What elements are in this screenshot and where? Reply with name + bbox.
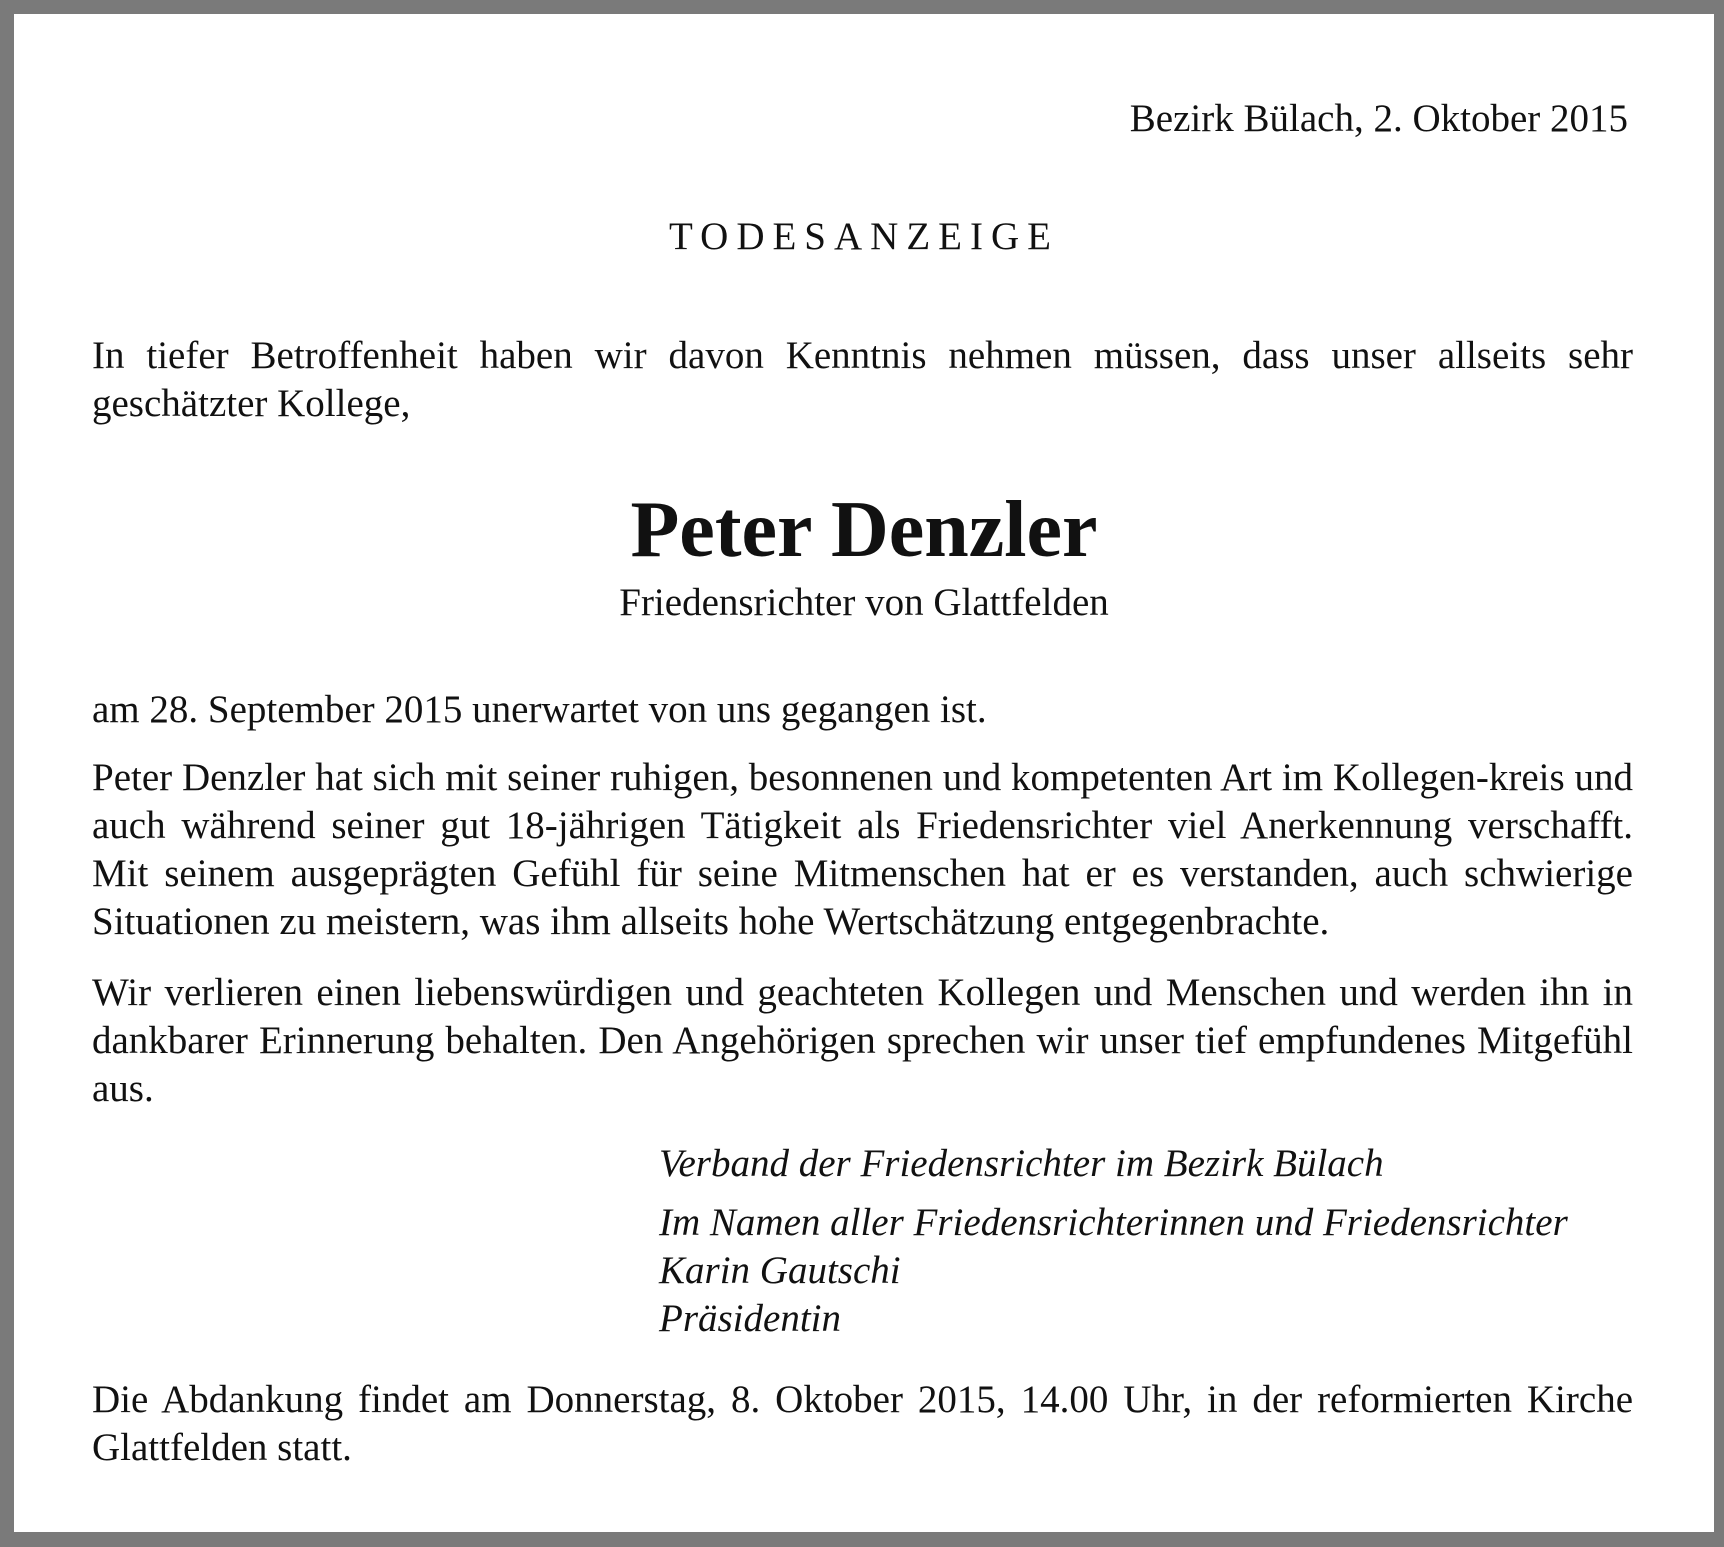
ceremony-paragraph: Die Abdankung findet am Donnerstag, 8. Oktober 2015, 14.00 Uhr, in der reformierten Kirche Glattfelden statt. [92, 1378, 1633, 1469]
signer-role: Präsidentin [659, 1297, 841, 1340]
signature-organization: Verband der Friedensrichter im Bezirk Bülach [659, 1142, 1384, 1185]
signature-on-behalf: Im Namen aller Friedensrichterinnen und Friedensrichter [659, 1201, 1568, 1244]
death-notice-page [14, 14, 1714, 1532]
deceased-office: Friedensrichter von Glattfelden [619, 581, 1109, 624]
passed-text: am 28. September 2015 unerwartet von uns gegangen ist. [92, 688, 987, 731]
signature-block [659, 1199, 1568, 1343]
intro-paragraph: In tiefer Betroffenheit haben wir davon Kenntnis nehmen müssen, dass unser allseits sehr geschätzter Kollege, [92, 334, 1633, 425]
place-date: Bezirk Bülach, 2. Oktober 2015 [1129, 97, 1628, 140]
tribute-paragraph-1: Peter Denzler hat sich mit seiner ruhigen, besonnenen und kompetenten Art im Kollegen-kreis und auch während seiner gut 18-jährigen Tätigkeit als Friedensrichter viel Anerkennung verschafft. Mit seinem ausgeprägten Gefühl für seine Mitmenschen hat er es verstanden, auch schwierige Situationen zu meistern, was ihm allseits hohe Wertschätzung entgegenbrachte. [92, 756, 1633, 943]
tribute-paragraph-2: Wir verlieren einen liebenswürdigen und geachteten Kollegen und Menschen und werden ihn in dankbarer Erinnerung behalten. Den Angehörigen sprechen wir unser tief empfundenes Mitgefühl aus. [92, 971, 1633, 1110]
notice-heading: TODESANZEIGE [669, 215, 1059, 258]
deceased-name: Peter Denzler [630, 486, 1098, 574]
signer-name: Karin Gautschi [659, 1249, 901, 1292]
